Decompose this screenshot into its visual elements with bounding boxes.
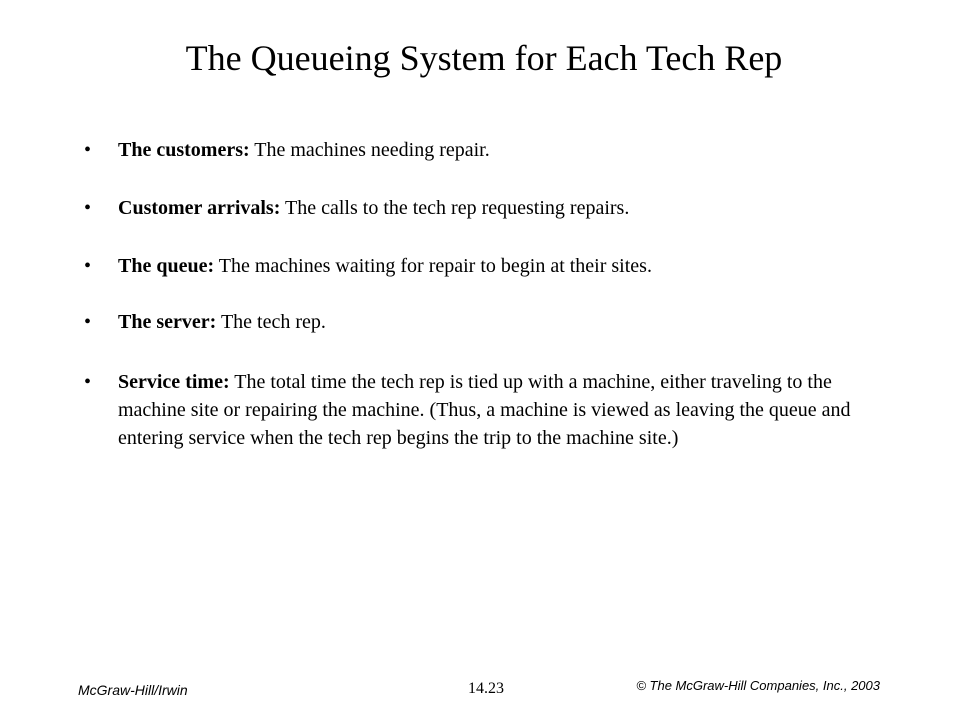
bullet-term: Customer arrivals: (118, 197, 281, 219)
footer-page-number: 14.23 (468, 680, 504, 697)
footer-publisher: McGraw-Hill/Irwin (78, 682, 188, 698)
bullet-text: The calls to the tech rep requesting repairs. (285, 197, 630, 219)
bullet-body (118, 252, 880, 280)
bullet-body (118, 308, 880, 336)
bullet-body (118, 368, 880, 452)
bullet-marker: • (84, 197, 92, 219)
bullet-term: The queue: (118, 255, 215, 277)
bullet-term: The server: (118, 311, 217, 333)
bullet-text: The machines needing repair. (254, 139, 490, 161)
bullet-marker: • (84, 371, 92, 393)
bullet-marker: • (84, 139, 92, 161)
bullet-text: The machines waiting for repair to begin at their sites. (218, 255, 652, 277)
bullet-text: The total time the tech rep is tied up with a machine, either traveling to the machine site or repairing the machine. (Thus, a machine is viewed as leaving the queue and entering service when the tech rep begins the trip to the machine site.) (118, 371, 851, 449)
bullet-term: Service time: (118, 371, 230, 393)
bullet-body (118, 136, 880, 164)
bullet-term: The customers: (118, 139, 250, 161)
bullet-body (118, 194, 880, 222)
slide-title: The Queueing System for Each Tech Rep (185, 38, 783, 78)
footer-copyright: © The McGraw-Hill Companies, Inc., 2003 (636, 678, 880, 693)
bullet-marker: • (84, 255, 92, 277)
bullet-marker: • (84, 311, 92, 333)
bullet-text: The tech rep. (220, 311, 326, 333)
